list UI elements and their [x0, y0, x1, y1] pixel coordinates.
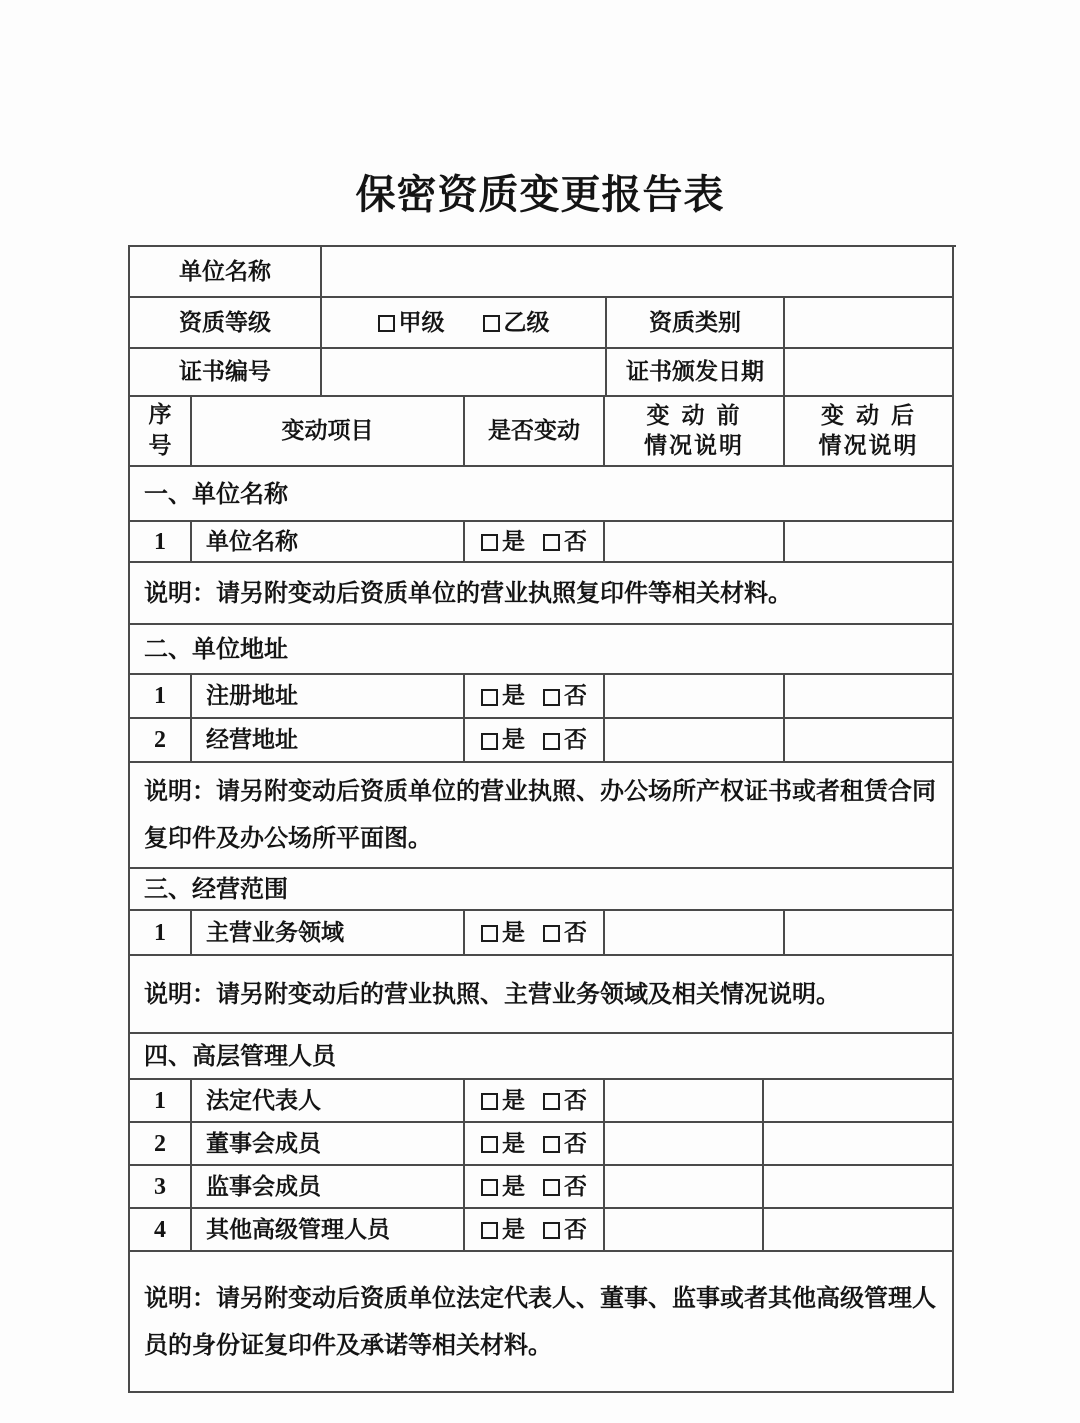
report-table: [128, 245, 956, 1393]
change-yesno-cell: [465, 1166, 605, 1209]
section-note-row: [130, 956, 954, 1034]
table-header-row: [130, 397, 954, 467]
no-label: 否: [564, 727, 587, 753]
yes-option[interactable]: [481, 725, 525, 755]
section-note-row: [130, 1252, 954, 1393]
header-seq: 序号: [130, 397, 192, 467]
no-label: 否: [564, 683, 587, 709]
no-option[interactable]: [543, 1129, 587, 1159]
change-yesno-cell: [465, 1209, 605, 1252]
category-label: 资质类别: [607, 298, 785, 349]
change-yesno-cell: [465, 675, 605, 719]
checkbox-icon-grade-b[interactable]: [483, 315, 500, 332]
yes-option[interactable]: [481, 918, 525, 948]
row-number: 1: [130, 522, 192, 563]
page-title: 保密资质变更报告表: [355, 172, 725, 218]
section-4: [130, 1034, 956, 1393]
section-title-row: [130, 1034, 954, 1080]
yes-checkbox-icon[interactable]: [481, 534, 498, 551]
header-item: 变动项目: [192, 397, 465, 467]
header-changed: 是否变动: [465, 397, 605, 467]
cert-no-value-cell[interactable]: [322, 349, 607, 397]
checkbox-icon-grade-a[interactable]: [378, 315, 395, 332]
grade-row: [130, 298, 954, 349]
cert-date-value-cell[interactable]: [785, 349, 954, 397]
table-row: [130, 1080, 954, 1123]
yes-checkbox-icon[interactable]: [481, 925, 498, 942]
table-row: [130, 675, 954, 719]
yes-label: 是: [502, 919, 525, 946]
before-change-cell[interactable]: [605, 675, 785, 719]
after-change-cell[interactable]: [785, 522, 954, 563]
section-note-row: [130, 563, 954, 625]
header-after: 变 动 后 情况说明: [785, 397, 954, 467]
section-title-row: [130, 467, 954, 522]
yes-checkbox-icon[interactable]: [481, 1136, 498, 1153]
no-option[interactable]: [543, 527, 587, 557]
row-number: 2: [130, 1123, 192, 1166]
yes-label: 是: [502, 1216, 525, 1243]
before-change-cell[interactable]: [605, 911, 785, 956]
no-label: 否: [564, 1130, 587, 1157]
no-label: 否: [564, 1173, 587, 1200]
section-note: 说明：请另附变动后资质单位法定代表人、董事、监事或者其他高级管理人员的身份证复印件及承诺等相关材料。: [130, 1252, 954, 1393]
yes-option[interactable]: [481, 1129, 525, 1159]
no-checkbox-icon[interactable]: [543, 1179, 560, 1196]
yes-option[interactable]: [481, 1086, 525, 1116]
change-item-label: 注册地址: [192, 675, 465, 719]
no-label: 否: [564, 528, 587, 555]
after-change-cell[interactable]: [764, 1166, 954, 1209]
no-checkbox-icon[interactable]: [543, 733, 560, 750]
yes-label: 是: [502, 1173, 525, 1200]
before-change-cell[interactable]: [605, 522, 785, 563]
before-change-cell[interactable]: [605, 1123, 764, 1166]
before-change-cell[interactable]: [605, 1166, 764, 1209]
row-number: 3: [130, 1166, 192, 1209]
before-change-cell[interactable]: [605, 719, 785, 763]
no-checkbox-icon[interactable]: [543, 689, 560, 706]
after-change-cell[interactable]: [785, 911, 954, 956]
change-item-label: 经营地址: [192, 719, 465, 763]
row-number: 4: [130, 1209, 192, 1252]
unit-name-label: 单位名称: [130, 247, 322, 298]
after-change-cell[interactable]: [785, 719, 954, 763]
no-checkbox-icon[interactable]: [543, 1093, 560, 1110]
section-title-row: [130, 625, 954, 675]
no-option[interactable]: [543, 918, 587, 948]
header-before: 变 动 前 情况说明: [605, 397, 785, 467]
section-note: 说明：请另附变动后资质单位的营业执照、办公场所产权证书或者租赁合同复印件及办公场所平面图。: [130, 763, 954, 869]
yes-option[interactable]: [481, 1215, 525, 1245]
change-item-label: 其他高级管理人员: [192, 1209, 465, 1252]
yes-option[interactable]: [481, 527, 525, 557]
section-note: 说明：请另附变动后资质单位的营业执照复印件等相关材料。: [130, 563, 954, 625]
table-row: [130, 1166, 954, 1209]
grade-option-b-label: 乙级: [503, 309, 550, 336]
section-title-row: [130, 869, 954, 911]
no-checkbox-icon[interactable]: [543, 925, 560, 942]
section-title: 四、高层管理人员: [130, 1034, 954, 1080]
row-number: 1: [130, 1080, 192, 1123]
section-title: 一、单位名称: [130, 467, 954, 522]
category-value-cell[interactable]: [785, 298, 954, 349]
change-item-label: 董事会成员: [192, 1123, 465, 1166]
row-number: 2: [130, 719, 192, 763]
grade-option-b[interactable]: [483, 308, 550, 338]
yes-checkbox-icon[interactable]: [481, 1179, 498, 1196]
change-yesno-cell: [465, 522, 605, 563]
grade-options-cell: [322, 298, 607, 349]
no-checkbox-icon[interactable]: [543, 534, 560, 551]
no-label: 否: [564, 919, 587, 946]
section-3: [130, 869, 956, 1034]
table-row: [130, 911, 954, 956]
change-yesno-cell: [465, 1123, 605, 1166]
change-item-label: 法定代表人: [192, 1080, 465, 1123]
no-option[interactable]: [543, 1215, 587, 1245]
change-yesno-cell: [465, 719, 605, 763]
change-item-label: 监事会成员: [192, 1166, 465, 1209]
change-item-label: 主营业务领域: [192, 911, 465, 956]
before-change-cell[interactable]: [605, 1209, 764, 1252]
change-yesno-cell: [465, 1080, 605, 1123]
no-option[interactable]: [543, 681, 587, 711]
table-row: [130, 522, 954, 563]
before-change-cell[interactable]: [605, 1080, 764, 1123]
unit-name-value-cell[interactable]: [322, 247, 954, 298]
after-change-cell[interactable]: [764, 1209, 954, 1252]
change-yesno-cell: [465, 911, 605, 956]
table-row: [130, 1123, 954, 1166]
section-note: 说明：请另附变动后的营业执照、主营业务领域及相关情况说明。: [130, 956, 954, 1034]
table-row: [130, 719, 954, 763]
row-number: 1: [130, 675, 192, 719]
yes-checkbox-icon[interactable]: [481, 689, 498, 706]
section-2: [130, 625, 956, 869]
cert-date-label: 证书颁发日期: [607, 349, 785, 397]
section-1: [130, 467, 956, 625]
yes-label: 是: [502, 528, 525, 555]
grade-label: 资质等级: [130, 298, 322, 349]
section-title: 二、单位地址: [130, 625, 954, 675]
grade-option-a-label: 甲级: [398, 309, 445, 336]
no-option[interactable]: [543, 1172, 587, 1202]
no-checkbox-icon[interactable]: [543, 1222, 560, 1239]
no-checkbox-icon[interactable]: [543, 1136, 560, 1153]
no-option[interactable]: [543, 725, 587, 755]
after-change-cell[interactable]: [785, 675, 954, 719]
table-row: [130, 1209, 954, 1252]
yes-checkbox-icon[interactable]: [481, 1093, 498, 1110]
unit-name-row: [130, 247, 954, 298]
grade-option-a[interactable]: [378, 308, 445, 338]
change-item-label: 单位名称: [192, 522, 465, 563]
section-title: 三、经营范围: [130, 869, 954, 911]
yes-option[interactable]: [481, 681, 525, 711]
no-label: 否: [564, 1087, 587, 1114]
section-note-row: [130, 763, 954, 869]
cert-no-label: 证书编号: [130, 349, 322, 397]
no-label: 否: [564, 1216, 587, 1243]
yes-label: 是: [502, 1130, 525, 1157]
yes-label: 是: [502, 683, 525, 709]
yes-option[interactable]: [481, 1172, 525, 1202]
after-change-cell[interactable]: [764, 1123, 954, 1166]
yes-checkbox-icon[interactable]: [481, 733, 498, 750]
yes-checkbox-icon[interactable]: [481, 1222, 498, 1239]
after-change-cell[interactable]: [764, 1080, 954, 1123]
row-number: 1: [130, 911, 192, 956]
yes-label: 是: [502, 1087, 525, 1114]
yes-label: 是: [502, 727, 525, 753]
no-option[interactable]: [543, 1086, 587, 1116]
cert-row: [130, 349, 954, 397]
